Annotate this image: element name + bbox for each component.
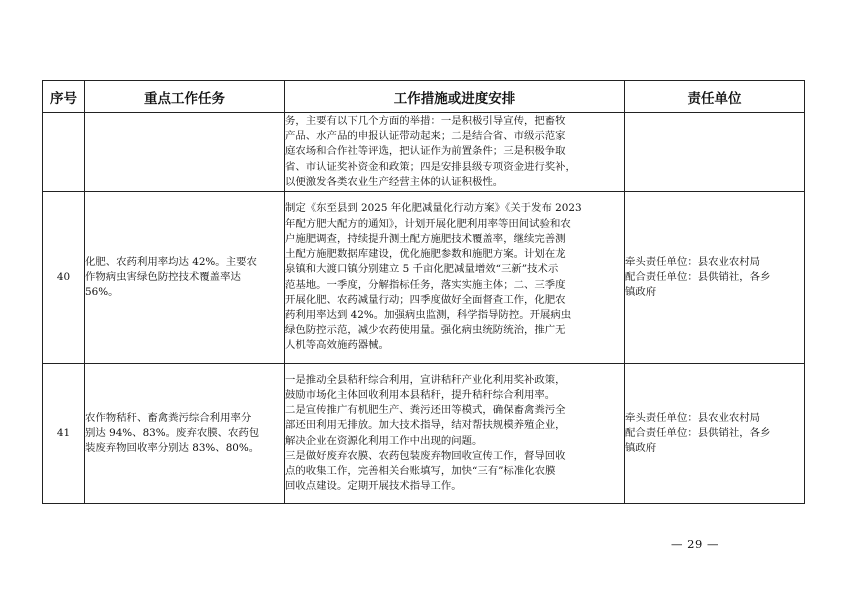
measures-cell-line: 开展化肥、农药减量行动；四季度做好全面督查工作，化肥农	[285, 293, 566, 306]
measures-cell	[285, 192, 625, 364]
task-cell-line: 装废弃物回收率分别达 83%、80%。	[85, 442, 260, 455]
measures-cell-line: 点的收集工作，完善相关台账填写，加快“三有”标准化农膜	[285, 464, 556, 477]
header-task: 重点工作任务	[85, 81, 285, 113]
table-row	[43, 364, 805, 504]
measures-cell-line: 制定《东至县到 2025 年化肥减量化行动方案》《关于发布 2023	[285, 202, 582, 215]
header-measures: 工作措施或进度安排	[285, 81, 625, 113]
measures-cell	[285, 364, 625, 504]
task-cell-line: 农作物秸秆、畜禽粪污综合利用率分	[85, 411, 252, 424]
measures-cell-line: 二是宣传推广有机肥生产、粪污还田等模式，确保畜禽粪污全	[285, 404, 566, 417]
measures-cell-line: 庭农场和合作社等评选，把认证作为前置条件；三是积极争取	[285, 145, 566, 158]
measures-cell-line: 人机等高效施药器械。	[285, 339, 389, 352]
header-index: 序号	[43, 81, 85, 113]
measures-cell-line: 药利用率达到 42%。加强病虫监测，科学指导防控。开展病虫	[285, 308, 572, 321]
task-cell-line: 56%。	[85, 286, 119, 299]
unit-cell-line: 镇政府	[625, 286, 657, 299]
unit-cell	[625, 364, 805, 504]
measures-cell-line: 产品、水产品的申报认证带动起来；二是结合省、市级示范家	[285, 130, 566, 143]
row-index: 40	[43, 192, 85, 364]
measures-cell-line: 部还田利用无排放。加大技术指导，结对帮扶规模养殖企业，	[285, 419, 566, 432]
measures-cell-line: 回收点建设。定期开展技术指导工作。	[285, 480, 462, 493]
table-header-row	[43, 81, 805, 113]
table-row	[43, 192, 805, 364]
measures-cell-line: 绿色防控示范，减少农药使用量。强化病虫统防统治，推广无	[285, 324, 566, 337]
measures-cell	[285, 113, 625, 192]
measures-cell-line: 务，主要有以下几个方面的举措：一是积极引导宣传，把畜牧	[285, 114, 566, 127]
unit-cell-line: 配合责任单位：县供销社，各乡	[625, 426, 771, 439]
row-index: 41	[43, 364, 85, 504]
measures-cell-line: 鼓励市场化主体回收利用本县秸秆，提升秸秆综合利用率。	[285, 388, 556, 401]
work-task-table	[42, 80, 805, 504]
page-number: — 29 —	[671, 537, 719, 551]
measures-cell-line: 省、市认证奖补资金和政策；四是安排县级专项资金进行奖补，	[285, 160, 576, 173]
measures-cell-line: 解决企业在资源化利用工作中出现的问题。	[285, 434, 483, 447]
task-cell	[85, 192, 285, 364]
unit-cell-line: 牵头责任单位：县农业农村局	[625, 255, 761, 268]
task-cell-line: 化肥、农药利用率均达 42%。主要农	[85, 255, 257, 268]
unit-cell-line: 配合责任单位：县供销社，各乡	[625, 270, 771, 283]
table-row	[43, 113, 805, 192]
measures-cell-line: 以便激发各类农业生产经营主体的认证积极性。	[285, 175, 504, 188]
unit-cell	[625, 113, 805, 192]
task-cell	[85, 364, 285, 504]
task-cell-line: 作物病虫害绿色防控技术覆盖率达	[85, 270, 241, 283]
unit-cell-line: 镇政府	[625, 442, 657, 455]
measures-cell-line: 三是做好废弃农膜、农药包装废弃物回收宣传工作，督导回收	[285, 449, 566, 462]
row-index	[43, 113, 85, 192]
measures-cell-line: 土配方施肥数据库建设，优化施肥参数和施肥方案。计划在龙	[285, 248, 566, 261]
measures-cell-line: 年配方肥大配方的通知》，计划开展化肥利用率等田间试验和农	[285, 217, 571, 230]
task-cell	[85, 113, 285, 192]
measures-cell-line: 户施肥调查，持续提升测土配方施肥技术覆盖率，继续完善测	[285, 232, 566, 245]
measures-cell-line: 范基地。一季度，分解指标任务，落实实施主体；二、三季度	[285, 278, 566, 291]
measures-cell-line: 一是推动全县秸秆综合利用，宣讲秸秆产业化利用奖补政策，	[285, 373, 566, 386]
header-unit: 责任单位	[625, 81, 805, 113]
unit-cell	[625, 192, 805, 364]
unit-cell-line: 牵头责任单位：县农业农村局	[625, 411, 761, 424]
table-body	[43, 113, 805, 504]
measures-cell-line: 泉镇和大渡口镇分别建立 5 千亩化肥减量增效“三新”技术示	[285, 263, 559, 276]
task-cell-line: 别达 94%、83%。废弃农膜、农药包	[85, 426, 260, 439]
